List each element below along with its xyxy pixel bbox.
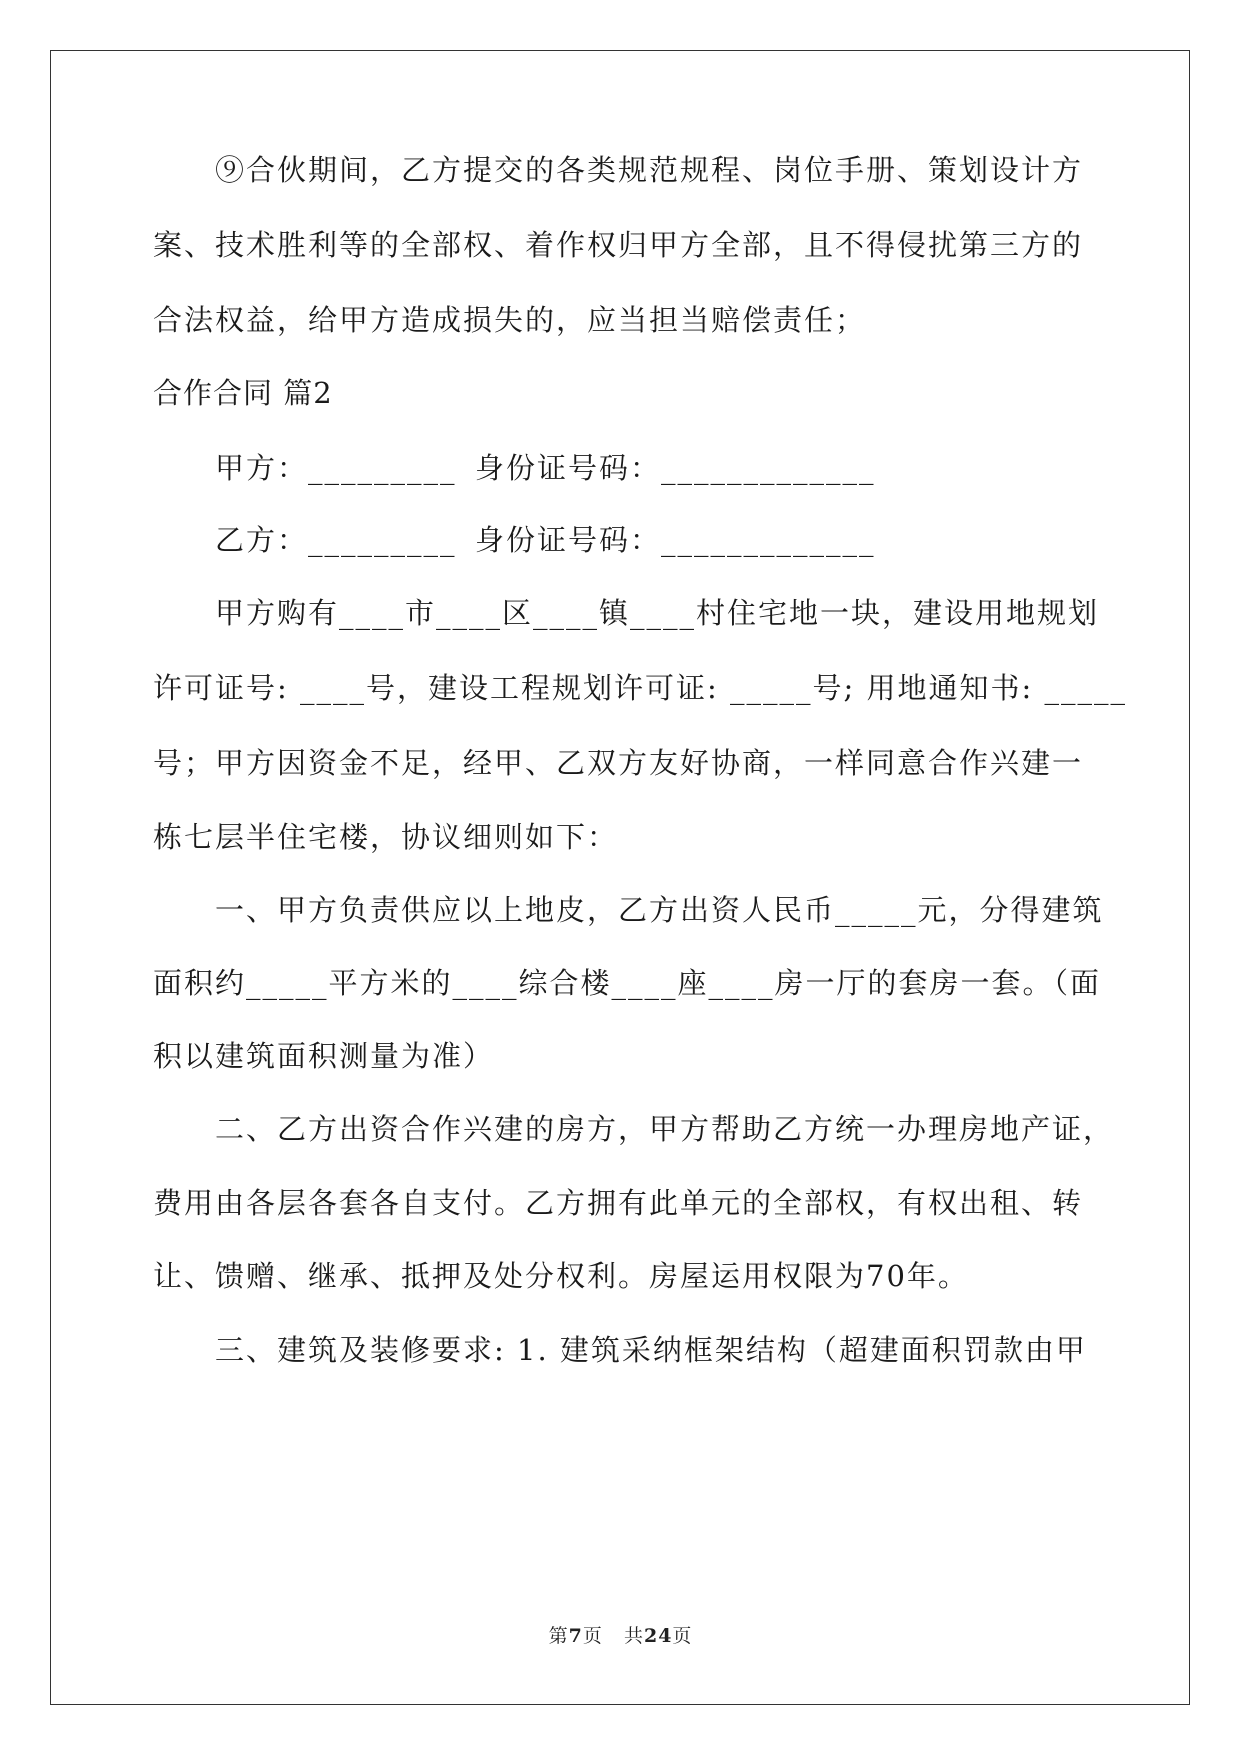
intro-line-3: 号；甲方因资金不足，经甲、乙双方友好协商，一样同意合作兴建一 [153,746,1084,780]
footer-total-suffix: 页 [672,1625,693,1647]
paragraph-9-line-1: ⑨合伙期间，乙方提交的各类规范规程、岗位手册、策划设计方 [215,153,1084,187]
intro-line-2: 许可证号: ____号，建设工程规划许可证: _____号; 用地通知书: _____ [153,671,1127,705]
party-a-label: 甲方：_________ [215,451,457,485]
footer-page-suffix: 页 [582,1625,603,1647]
paragraph-9-line-2: 案、技术胜利等的全部权、着作权归甲方全部，且不得侵扰第三方的 [153,228,1084,262]
clause-2-line-1: 二、乙方出资合作兴建的房方，甲方帮助乙方统一办理房地产证， [215,1112,1115,1146]
clause-2-line-2: 费用由各层各套各自支付。乙方拥有此单元的全部权，有权出租、转 [153,1186,1084,1220]
party-a-id-label: 身份证号码：_____________ [475,451,876,485]
footer-total-pages: 24 [643,1625,673,1647]
clause-1-line-2: 面积约_____平方米的____综合楼____座____房一厅的套房一套。（面 [153,966,1102,1000]
paragraph-9-line-3: 合法权益，给甲方造成损失的，应当担当赔偿责任； [153,303,867,337]
party-b-id-label: 身份证号码：_____________ [475,523,876,557]
clause-3-line-1: 三、建筑及装修要求: 1. 建筑采纳框架结构（超建面积罚款由甲 [215,1333,1087,1367]
page-footer [0,1624,1241,1648]
intro-line-1: 甲方购有____市____区____镇____村住宅地一块，建设用地规划 [215,596,1100,630]
party-b-label: 乙方：_________ [215,523,457,557]
clause-1-line-1: 一、甲方负责供应以上地皮，乙方出资人民币_____元，分得建筑 [215,893,1104,927]
footer-page-prefix: 第 [548,1625,569,1647]
intro-line-4: 栋七层半住宅楼，协议细则如下： [153,820,619,854]
footer-page-number: 7 [568,1625,583,1647]
page-border [50,50,1190,1705]
clause-1-line-3: 积以建筑面积测量为准） [153,1039,495,1073]
section-title: 合作合同 篇2 [153,376,333,410]
footer-total-prefix: 共 [623,1625,644,1647]
clause-2-line-3: 让、馈赠、继承、抵押及处分权利。房屋运用权限为70年。 [153,1259,969,1293]
